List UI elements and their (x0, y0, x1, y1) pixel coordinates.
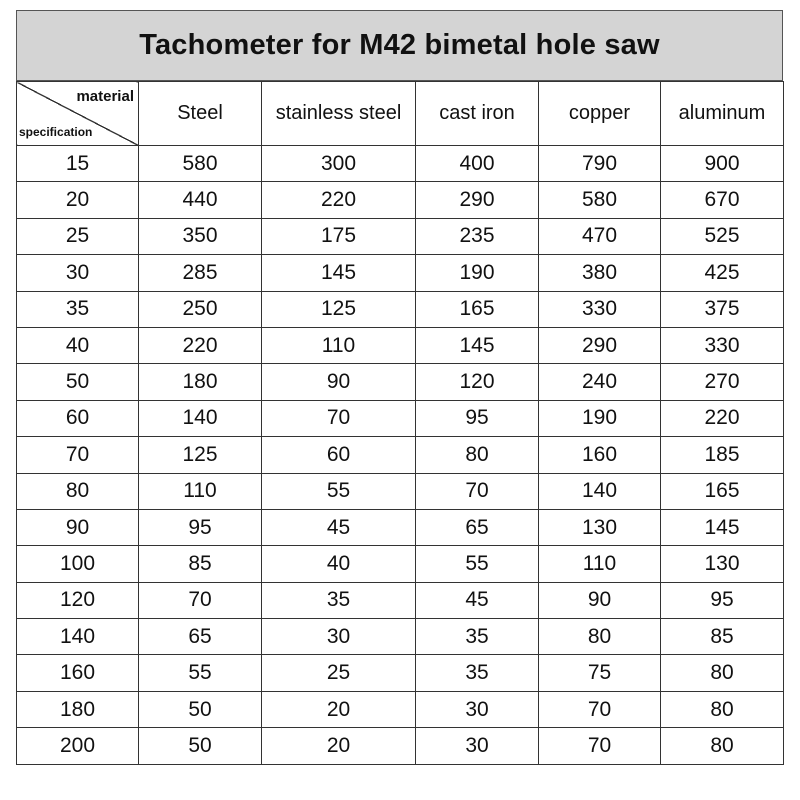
spec-cell: 20 (17, 182, 139, 218)
stainless-steel-cell: 175 (262, 218, 416, 254)
table-row (17, 619, 784, 655)
aluminum-cell: 165 (661, 473, 784, 509)
cast-iron-cell: 120 (416, 364, 539, 400)
table-row (17, 582, 784, 618)
copper-cell: 70 (539, 691, 661, 727)
aluminum-cell: 220 (661, 400, 784, 436)
column-header-steel: Steel (139, 82, 262, 146)
spec-cell: 180 (17, 691, 139, 727)
copper-cell: 75 (539, 655, 661, 691)
stainless-steel-cell: 55 (262, 473, 416, 509)
stainless-steel-cell: 25 (262, 655, 416, 691)
steel-cell: 110 (139, 473, 262, 509)
aluminum-cell: 95 (661, 582, 784, 618)
spec-cell: 160 (17, 655, 139, 691)
stainless-steel-cell: 220 (262, 182, 416, 218)
spec-cell: 200 (17, 728, 139, 764)
aluminum-cell: 270 (661, 364, 784, 400)
steel-cell: 220 (139, 327, 262, 363)
copper-cell: 70 (539, 728, 661, 764)
steel-cell: 285 (139, 255, 262, 291)
corner-header-cell (17, 82, 139, 146)
steel-cell: 95 (139, 509, 262, 545)
stainless-steel-cell: 90 (262, 364, 416, 400)
spec-cell: 80 (17, 473, 139, 509)
cast-iron-cell: 70 (416, 473, 539, 509)
table-row (17, 327, 784, 363)
copper-cell: 190 (539, 400, 661, 436)
stainless-steel-cell: 45 (262, 509, 416, 545)
copper-cell: 580 (539, 182, 661, 218)
aluminum-cell: 145 (661, 509, 784, 545)
copper-cell: 330 (539, 291, 661, 327)
stainless-steel-cell: 60 (262, 437, 416, 473)
cast-iron-cell: 95 (416, 400, 539, 436)
cast-iron-cell: 165 (416, 291, 539, 327)
aluminum-cell: 85 (661, 619, 784, 655)
copper-cell: 470 (539, 218, 661, 254)
aluminum-cell: 185 (661, 437, 784, 473)
table-row (17, 255, 784, 291)
spec-cell: 90 (17, 509, 139, 545)
spec-cell: 120 (17, 582, 139, 618)
table-row (17, 182, 784, 218)
cast-iron-cell: 55 (416, 546, 539, 582)
cast-iron-cell: 190 (416, 255, 539, 291)
cast-iron-cell: 30 (416, 728, 539, 764)
table-row (17, 437, 784, 473)
corner-label-specification: specification (19, 125, 93, 139)
table-row (17, 473, 784, 509)
steel-cell: 85 (139, 546, 262, 582)
steel-cell: 50 (139, 728, 262, 764)
spec-cell: 15 (17, 146, 139, 182)
steel-cell: 70 (139, 582, 262, 618)
corner-label-material: material (76, 88, 134, 105)
steel-cell: 440 (139, 182, 262, 218)
cast-iron-cell: 290 (416, 182, 539, 218)
cast-iron-cell: 65 (416, 509, 539, 545)
copper-cell: 240 (539, 364, 661, 400)
speed-table (16, 81, 784, 765)
stainless-steel-cell: 35 (262, 582, 416, 618)
stainless-steel-cell: 145 (262, 255, 416, 291)
table-title: Tachometer for M42 bimetal hole saw (139, 29, 660, 61)
copper-cell: 80 (539, 619, 661, 655)
table-row (17, 364, 784, 400)
copper-cell: 140 (539, 473, 661, 509)
stainless-steel-cell: 300 (262, 146, 416, 182)
aluminum-cell: 80 (661, 728, 784, 764)
spec-cell: 35 (17, 291, 139, 327)
aluminum-cell: 670 (661, 182, 784, 218)
spec-cell: 50 (17, 364, 139, 400)
stainless-steel-cell: 20 (262, 728, 416, 764)
header-row (17, 82, 784, 146)
table-row (17, 655, 784, 691)
steel-cell: 125 (139, 437, 262, 473)
copper-cell: 110 (539, 546, 661, 582)
table-row (17, 400, 784, 436)
aluminum-cell: 330 (661, 327, 784, 363)
aluminum-cell: 375 (661, 291, 784, 327)
steel-cell: 65 (139, 619, 262, 655)
spec-cell: 100 (17, 546, 139, 582)
copper-cell: 160 (539, 437, 661, 473)
steel-cell: 140 (139, 400, 262, 436)
cast-iron-cell: 145 (416, 327, 539, 363)
table-row (17, 728, 784, 764)
steel-cell: 180 (139, 364, 262, 400)
aluminum-cell: 425 (661, 255, 784, 291)
steel-cell: 580 (139, 146, 262, 182)
table-row (17, 691, 784, 727)
table-row (17, 218, 784, 254)
steel-cell: 50 (139, 691, 262, 727)
spec-cell: 30 (17, 255, 139, 291)
table-row (17, 546, 784, 582)
copper-cell: 290 (539, 327, 661, 363)
column-header-aluminum: aluminum (661, 82, 784, 146)
aluminum-cell: 80 (661, 655, 784, 691)
speed-table-sheet (16, 10, 783, 765)
stainless-steel-cell: 70 (262, 400, 416, 436)
aluminum-cell: 525 (661, 218, 784, 254)
copper-cell: 130 (539, 509, 661, 545)
copper-cell: 90 (539, 582, 661, 618)
copper-cell: 380 (539, 255, 661, 291)
stainless-steel-cell: 20 (262, 691, 416, 727)
copper-cell: 790 (539, 146, 661, 182)
stainless-steel-cell: 30 (262, 619, 416, 655)
cast-iron-cell: 80 (416, 437, 539, 473)
cast-iron-cell: 235 (416, 218, 539, 254)
aluminum-cell: 900 (661, 146, 784, 182)
steel-cell: 55 (139, 655, 262, 691)
spec-cell: 25 (17, 218, 139, 254)
spec-cell: 40 (17, 327, 139, 363)
steel-cell: 250 (139, 291, 262, 327)
cast-iron-cell: 35 (416, 619, 539, 655)
stainless-steel-cell: 40 (262, 546, 416, 582)
cast-iron-cell: 30 (416, 691, 539, 727)
column-header-cast-iron: cast iron (416, 82, 539, 146)
cast-iron-cell: 400 (416, 146, 539, 182)
table-row (17, 509, 784, 545)
aluminum-cell: 130 (661, 546, 784, 582)
spec-cell: 140 (17, 619, 139, 655)
stainless-steel-cell: 125 (262, 291, 416, 327)
column-header-copper: copper (539, 82, 661, 146)
steel-cell: 350 (139, 218, 262, 254)
cast-iron-cell: 35 (416, 655, 539, 691)
spec-cell: 60 (17, 400, 139, 436)
spec-cell: 70 (17, 437, 139, 473)
aluminum-cell: 80 (661, 691, 784, 727)
table-row (17, 146, 784, 182)
stainless-steel-cell: 110 (262, 327, 416, 363)
table-title-bar (16, 10, 783, 81)
table-body (17, 146, 784, 765)
cast-iron-cell: 45 (416, 582, 539, 618)
column-header-stainless-steel: stainless steel (262, 82, 416, 146)
table-row (17, 291, 784, 327)
